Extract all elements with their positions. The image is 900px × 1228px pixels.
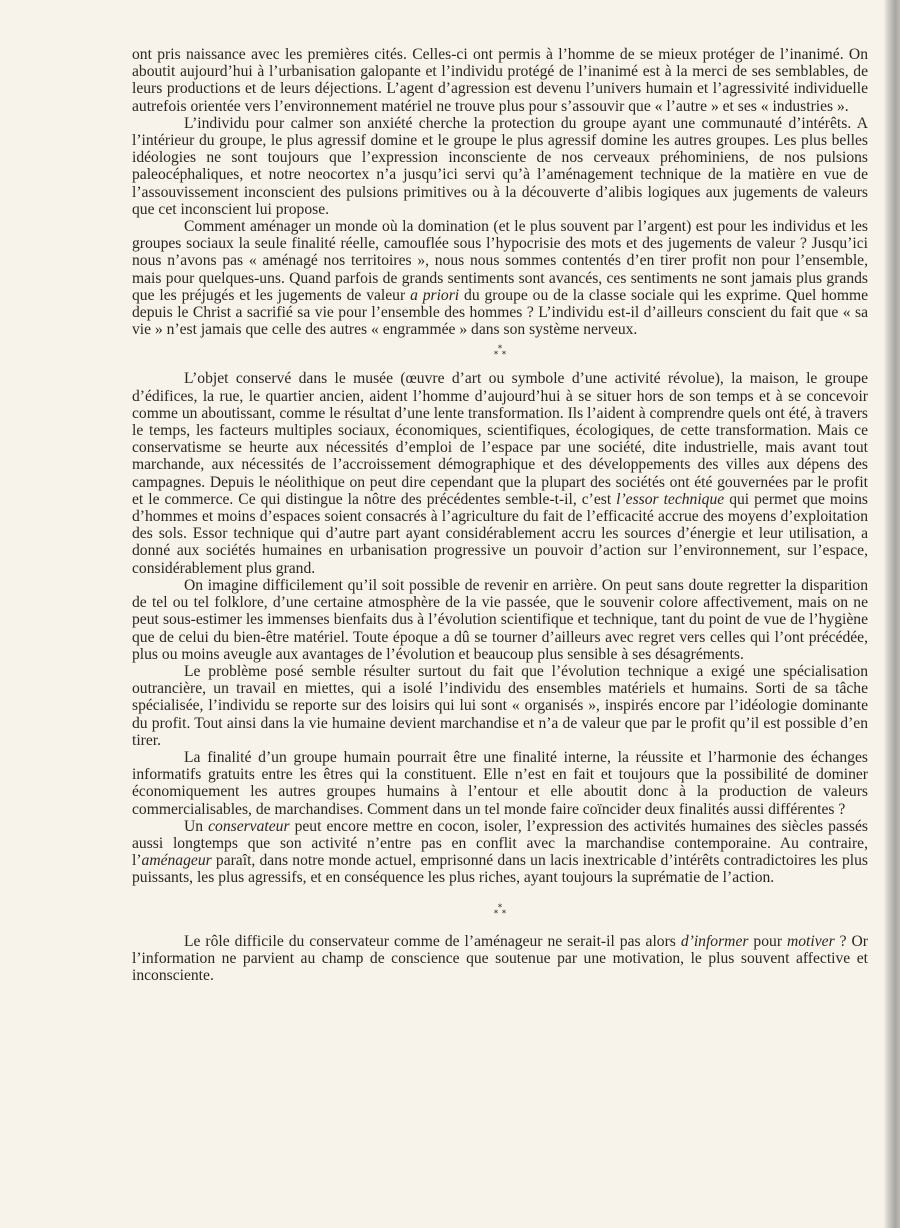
paragraph [132, 933, 868, 985]
svg-text:*: * [497, 902, 503, 913]
paragraph [132, 749, 868, 818]
text-run: Le rôle difficile du conservateur comme de l’aménageur ne serait-il pas alors [184, 932, 681, 950]
italic-text: l’essor technique [616, 490, 725, 508]
text-run: L’individu pour calmer son anxiété cherche la protection du groupe ayant une communauté d’intérêts. A l’intérieur du groupe, le plus agressif domine et le groupe le plus agressif domine les autres groupes. Les plus belles idéologies ne sont toujours que l’expression inconsciente de nos cerveaux préhominiens, de nos pulsions paleocéphaliques, et notre neocortex n’a jusqu’ici servi qu’à l’aménagement technique de la matière en vue de l’assouvissement inconscient des pulsions primitives ou à la découverte d’alibis logiques aux jugements de valeurs que cet inconscient lui propose. [132, 114, 868, 218]
italic-text: d’informer [680, 932, 749, 950]
svg-text:*: * [493, 908, 499, 917]
text-run: Le problème posé semble résulter surtout du fait que l’évolution technique a exigé une spécialisation outrancière, un travail en miettes, qui a isolé l’individu des ensembles matériels et humains. Sorti de sa tâche spécialisée, l’individu se reporte sur des loisirs qui lui sont « organisés », inspirés encore par l’idéologie dominante du profit. Tout ainsi dans la vie humaine devient marchandise et n’a de valeur que par le profit qu’il est possible d’en tirer. [132, 662, 868, 749]
text-run: L’objet conservé dans le musée (œuvre d’art ou symbole d’une activité révolue), la maison, le groupe d’édifices, la rue, le quartier ancien, aident l’homme d’aujourd’hui à se situer hors de son temps et à se concevoir comme un aboutissant, comme le résultat d’une lente transformation. Ils l’aident à comprendre quels ont été, à travers le temps, les facteurs multiples sociaux, économiques, scientifiques, écologiques, de cette transformation. Mais ce conservatisme se heurte aux nécessités d’emploi de l’espace par une société, dite industrielle, mais avant tout marchande, aux nécessités de l’accroissement démographique et des développements des villes aux dépens des campagnes. Depuis le néolithique on peut dire cependant que la plupart des sociétés ont été gouvernées par le profit et le commerce. Ce qui distingue la nôtre des précédentes semble-t-il, c’est [132, 370, 868, 508]
section-separator-asterism [132, 901, 868, 925]
text-run: On imagine difficilement qu’il soit possible de revenir en arrière. On peut sans doute regretter la disparition de tel ou tel folklore, d’une certaine atmosphère de la vie passée, que le souvenir colore affectivement, mais on ne peut sous-estimer les immenses bienfaits dus à l’évolution scientifique et technique, tant du point de vue de l’hygiène que de celui du bien-être matériel. Toute époque a dû se tourner d’ailleurs avec regret vers celles qui l’ont précédée, plus ou moins aveugle aux avantages de l’évolution et beaucoup plus sensible à ses désagréments. [132, 576, 868, 663]
text-run: ont pris naissance avec les premières cités. Celles-ci ont permis à l’homme de se mieux protéger de l’inanimé. On aboutit aujourd’hui à l’urbanisation galopante et l’individu protégé de l’inanimé est à la merci de ses semblables, de leurs productions et de leurs déjections. L’agent d’agression est devenu l’univers humain et l’agressivité individuelle autrefois orientée vers l’environnement matériel ne trouve plus pour s’assouvir que « l’autre » et ses « industries ». [132, 46, 868, 115]
text-run: qui permet que moins d’hommes et moins d’espaces soient consacrés à l’agriculture du fait de l’efficacité accrue des moyens d’exploitation des sols. Essor technique qui d’autre part ayant considérablement accru les sources d’énergie et leur utilisation, a donné aux sociétés humaines en urbanisation progressive un pouvoir d’action sur l’environnement, sur l’espace, considérablement plus grand. [132, 490, 869, 577]
text-run: Un [184, 817, 209, 835]
text-run: pour [748, 932, 787, 950]
italic-text: aménageur [141, 852, 212, 870]
page-binding-edge [884, 0, 900, 1228]
document-page [132, 46, 868, 984]
paragraph [132, 115, 868, 218]
paragraph [132, 818, 868, 887]
text-run: Comment aménager un monde où la domination (et le plus souvent par l’argent) est pour les individus et les groupes sociaux la seule finalité réelle, camouflée sous l’hypocrisie des mots et des jugements de valeur ? Jusqu’ici nous n’avons pas « aménagé nos territoires », nous nous sommes contentés d’en tirer profit non pour l’ensemble, mais pour quelques-uns. Quand parfois de grands sentiments sont avancés, ces sentiments ne sont jamais plus grands que les préjugés et les jugements de valeur [132, 218, 868, 304]
paragraph [132, 46, 868, 115]
text-run: ? Or l’information ne parvient au champ de conscience que soutenue par une motivation, le plus souvent affective et inconsciente. [132, 932, 868, 984]
section-separator-asterism [132, 342, 868, 366]
asterism-icon [492, 903, 508, 917]
text-run: paraît, dans notre monde actuel, emprisonné dans un lacis inextricable d’intérêts contradictoires les plus puissants, les plus agressifs, et en conséquence les plus riches, ayant toujours la suprématie de l’action. [132, 852, 868, 887]
paragraph [132, 663, 868, 749]
text-run: La finalité d’un groupe humain pourrait être une finalité interne, la réussite et l’harmonie des échanges informatifs gratuits entre les êtres qui la constituent. Elle n’est en fait et toujours que la possibilité de dominer économiquement les autres groupes humains à l’entour et elle aboutit donc à la production de valeurs commercialisables, de marchandises. Comment dans un tel monde faire coïncider deux finalités aussi différentes ? [132, 748, 868, 818]
text-run: du groupe ou de la classe sociale qui les exprime. Quel homme depuis le Christ a sacrifié sa vie pour l’ensemble des hommes ? L’individu est-il d’ailleurs conscient du fait que « sa vie » n’est jamais que celle des autres « engrammée » dans son système nerveux. [132, 286, 869, 339]
text-run: peut encore mettre en cocon, isoler, l’expression des activités humaines des siècles passés aussi longtemps que son activité n’entre pas en conflit avec la marchandise contemporaine. Au contraire, l’ [132, 817, 868, 870]
svg-text:*: * [501, 350, 507, 359]
svg-text:*: * [501, 908, 507, 917]
italic-text: conservateur [208, 817, 290, 835]
svg-text:*: * [493, 350, 499, 359]
italic-text: motiver [787, 932, 835, 950]
italic-text: a priori [410, 286, 460, 304]
svg-text:*: * [497, 344, 503, 355]
paragraph [132, 218, 868, 338]
asterism-icon [492, 344, 508, 358]
paragraph [132, 370, 868, 576]
paragraph [132, 577, 868, 663]
